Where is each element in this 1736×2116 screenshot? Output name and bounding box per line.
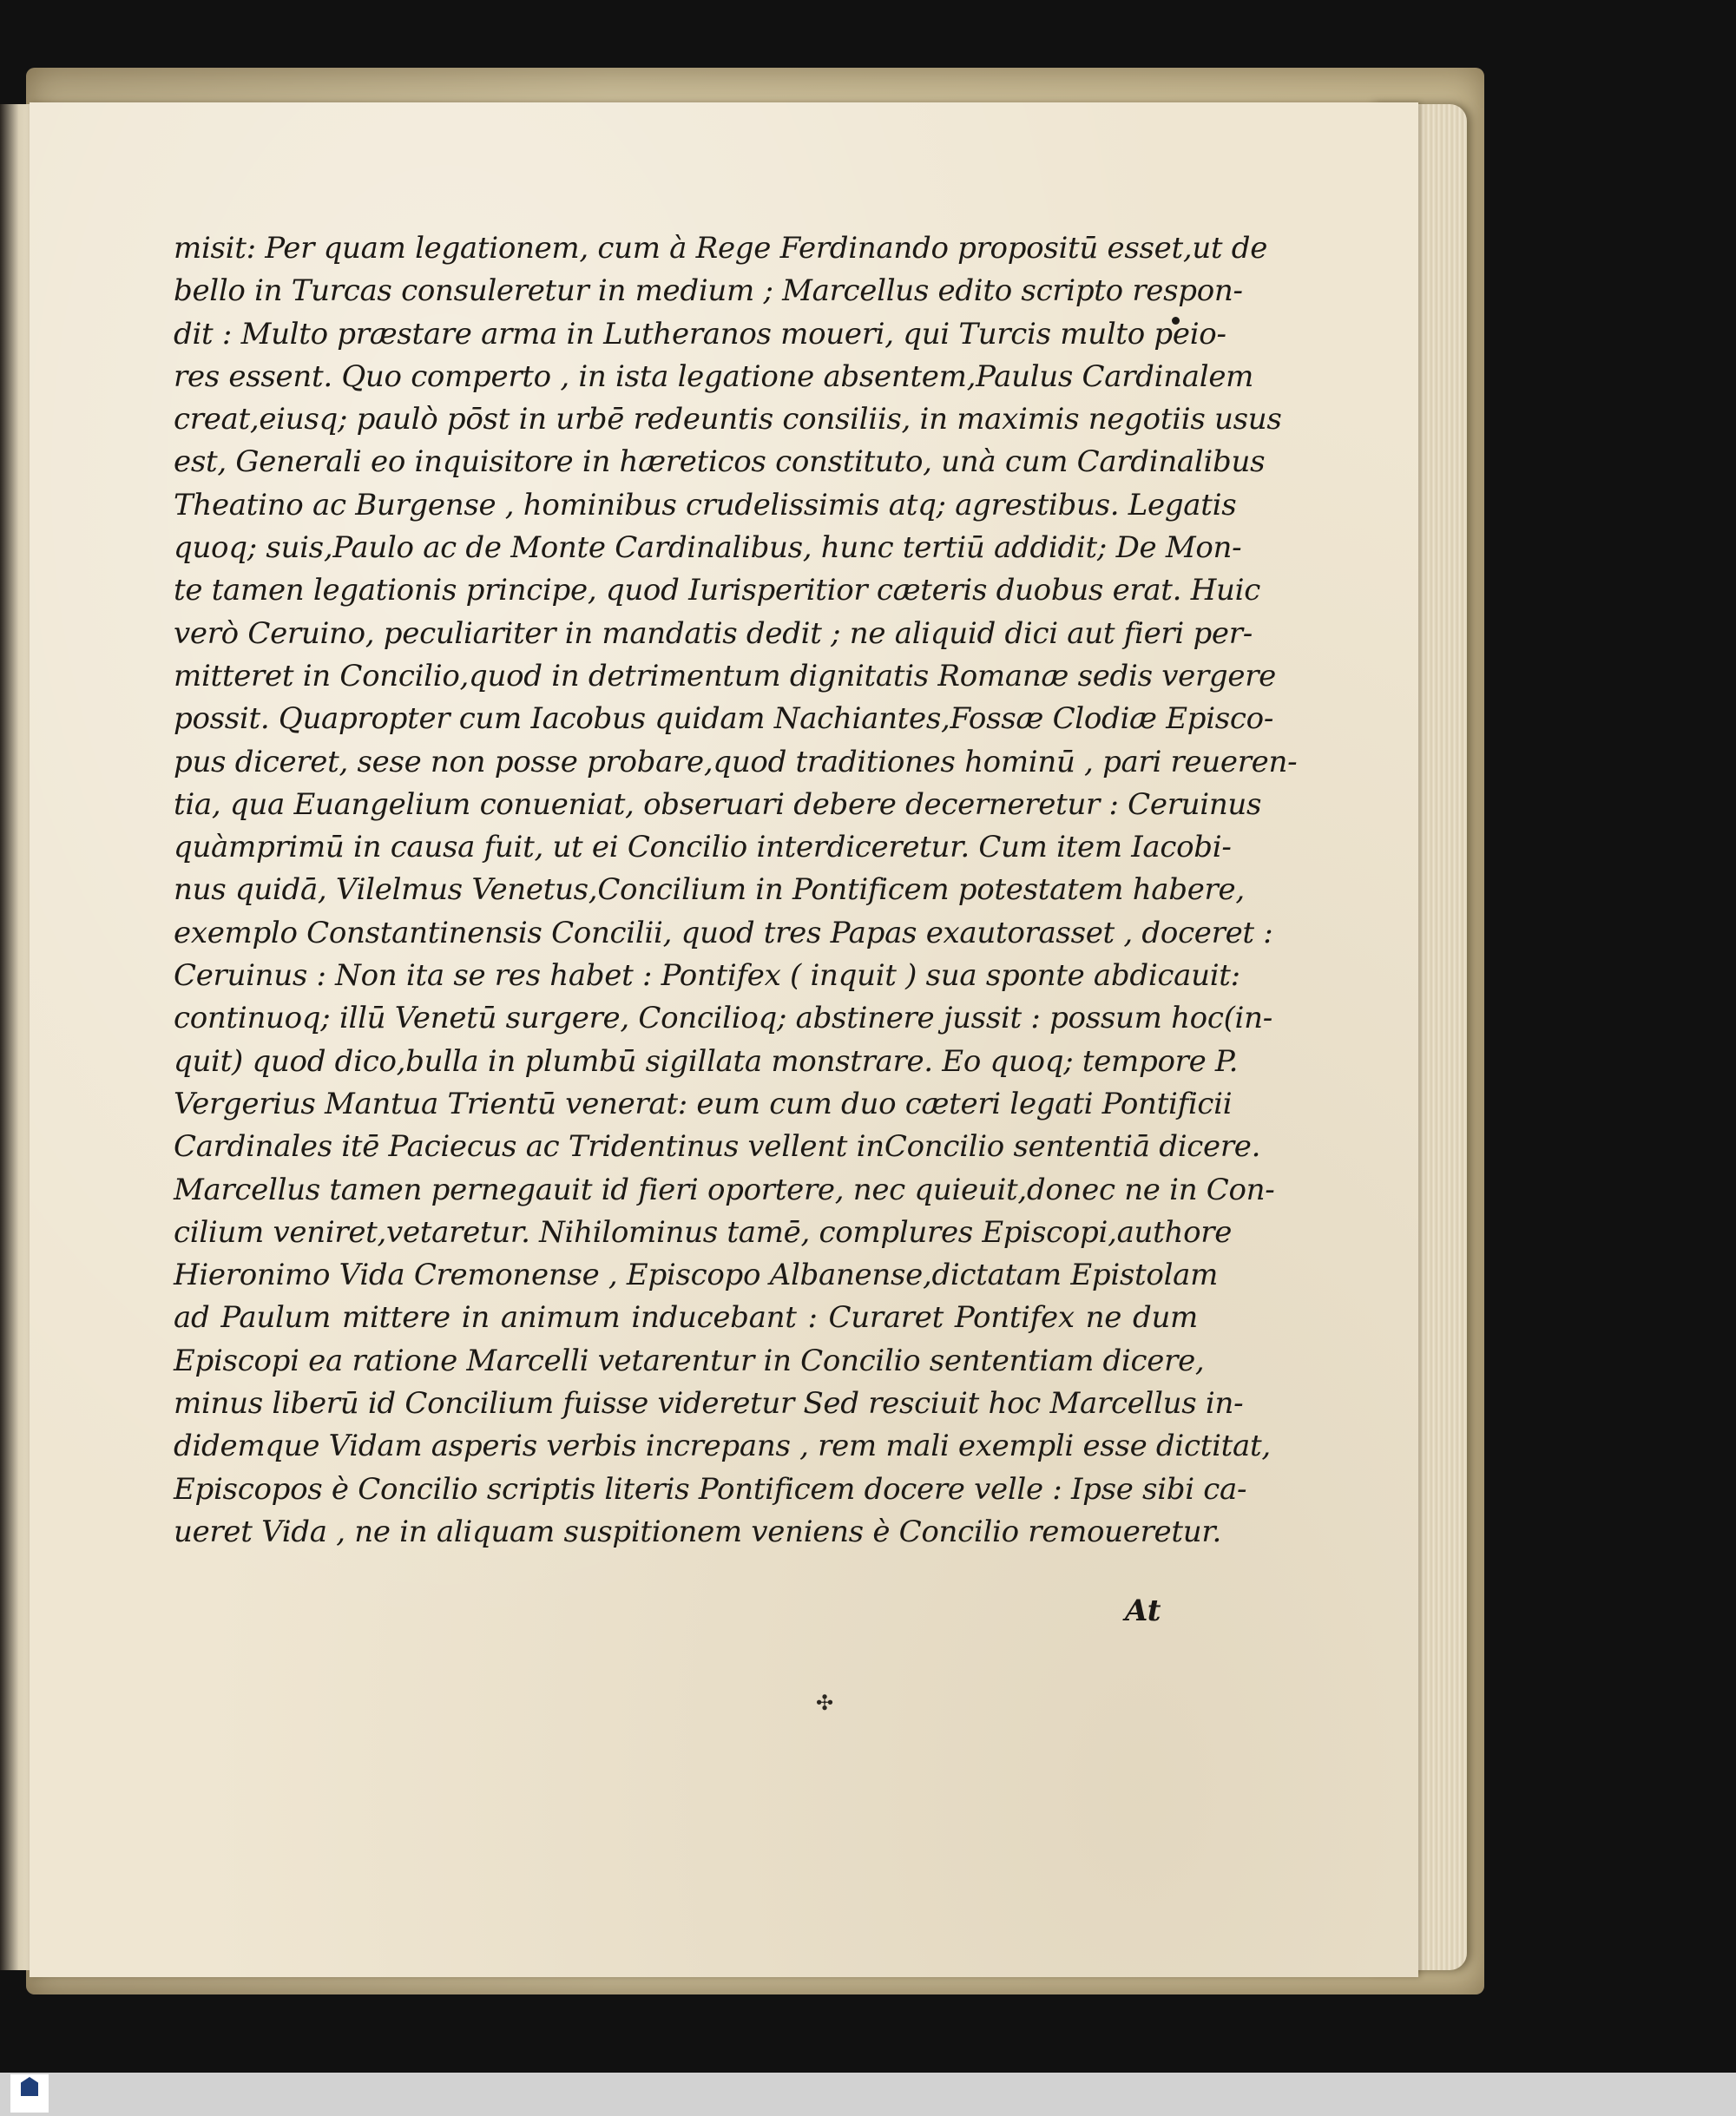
text-line: pus diceret, sese non posse probare,quod traditiones hominū , pari reueren- — [174, 744, 1298, 779]
text-line: ad Paulum mittere in animum inducebant : Curaret Pontifex ne dum — [174, 1300, 1198, 1336]
text-line: Hieronimo Vida Cremonense , Episcopo Albanense,dictatam Epistolam — [174, 1258, 1219, 1293]
text-line: minus liberū id Concilium fuisse videretur Sed resciuit hoc Marcellus in- — [174, 1386, 1244, 1422]
text-line: dit : Multo præstare arma in Lutheranos moueri, qui Turcis multo peio- — [174, 316, 1226, 352]
text-line: te tamen legationis principe, quod Iurisperitior cæteris duobus erat. Huic — [174, 573, 1260, 608]
page-ornament-icon: ✣ — [816, 1691, 834, 1715]
text-line: tia, qua Euangelium conueniat, obseruari debere decerneretur : Ceruinus — [174, 786, 1262, 822]
viewer-footer-bar — [0, 2073, 1736, 2116]
text-line: quàmprimū in causa fuit, ut ei Concilio interdiceretur. Cum item Iacobi- — [174, 830, 1232, 865]
text-line: mitteret in Concilio,quod in detrimentum dignitatis Romanæ sedis vergere — [174, 658, 1276, 693]
text-line: didemque Vidam asperis verbis increpans , rem mali exempli esse dictitat, — [174, 1429, 1271, 1464]
text-line: verò Ceruino, peculiariter in mandatis dedit ; ne aliquid dici aut fieri per- — [174, 615, 1253, 651]
text-line: Episcopi ea ratione Marcelli vetarentur in Concilio sententiam dicere, — [174, 1343, 1205, 1378]
text-line: Episcopos è Concilio scriptis literis Pontificem docere velle : Ipse sibi ca- — [174, 1471, 1247, 1507]
text-line: continuoq; illū Venetū surgere, Concilioq; abstinere jussit : possum hoc(in- — [174, 1001, 1272, 1036]
body-text — [174, 227, 1298, 1554]
library-logo-icon — [21, 2077, 38, 2096]
facing-page-edge — [0, 104, 31, 1970]
text-line: cilium veniret,vetaretur. Nihilominus tamē, complures Episcopi,authore — [174, 1214, 1233, 1250]
library-logo — [10, 2074, 49, 2113]
text-line: est, Generali eo inquisitore in hæreticos constituto, unà cum Cardinalibus — [174, 444, 1266, 480]
text-line: quit) quod dico,bulla in plumbū sigillata monstrare. Eo quoq; tempore P. — [174, 1043, 1239, 1079]
text-line: possit. Quapropter cum Iacobus quidam Nachiantes,Fossæ Clodiæ Episco- — [174, 701, 1274, 737]
text-line: quoq; suis,Paulo ac de Monte Cardinalibus, hunc tertiū addidit; De Mon- — [174, 530, 1242, 566]
text-line: bello in Turcas consuleretur in medium ; Marcellus edito scripto respon- — [174, 273, 1243, 309]
text-line: exemplo Constantinensis Concilii, quod tres Papas exautorasset , doceret : — [174, 915, 1273, 950]
text-line: res essent. Quo comperto , in ista legatione absentem,Paulus Cardinalem — [174, 358, 1254, 394]
text-line: Ceruinus : Non ita se res habet : Pontifex ( inquit ) sua sponte abdicauit: — [174, 958, 1240, 994]
text-line: ueret Vida , ne in aliquam suspitionem veniens è Concilio remoueretur. — [174, 1514, 1222, 1549]
text-line: creat,eiusq; paulò pōst in urbē redeuntis consiliis, in maximis negotiis usus — [174, 402, 1282, 437]
text-line: misit: Per quam legationem, cum à Rege Ferdinando propositū esset,ut de — [174, 231, 1268, 266]
catchword: At — [1125, 1594, 1161, 1628]
text-line: Cardinales itē Paciecus ac Tridentinus vellent inConcilio sententiā dicere. — [174, 1129, 1261, 1165]
text-line: nus quidā, Vilelmus Venetus,Concilium in Pontificem potestatem habere, — [174, 872, 1245, 908]
text-line: Theatino ac Burgense , hominibus crudelissimis atq; agrestibus. Legatis — [174, 487, 1237, 522]
text-line: Vergerius Mantua Trientū venerat: eum cum duo cæteri legati Pontificii — [174, 1086, 1233, 1121]
text-line: Marcellus tamen pernegauit id fieri oportere, nec quieuit,donec ne in Con- — [174, 1172, 1275, 1207]
